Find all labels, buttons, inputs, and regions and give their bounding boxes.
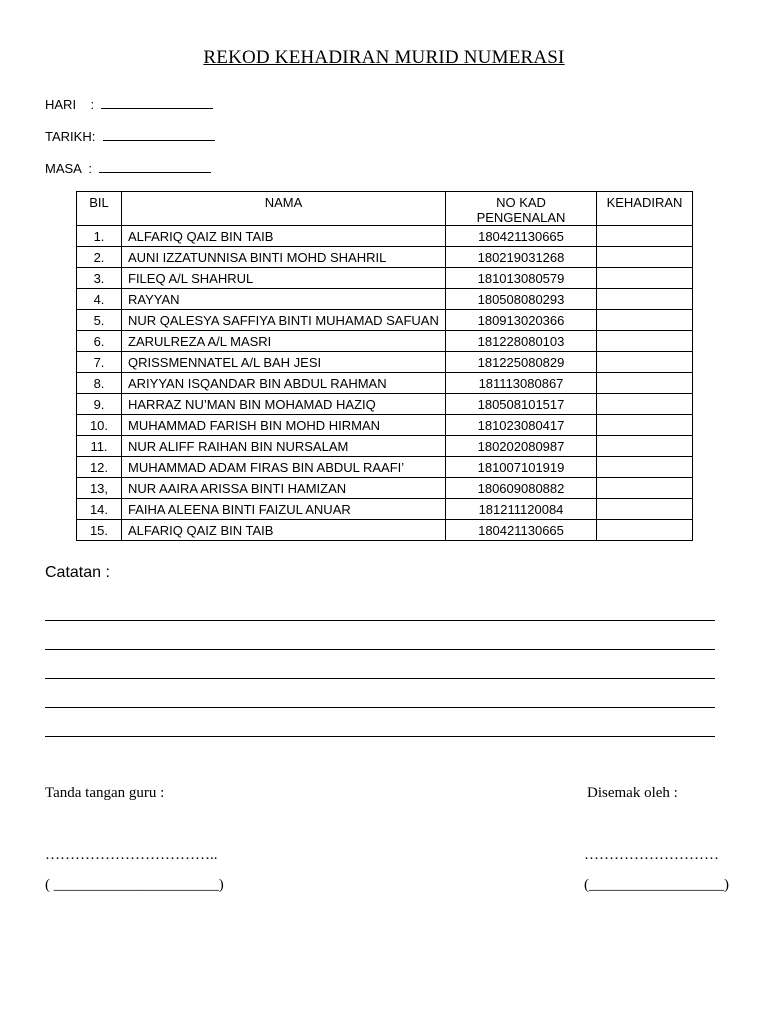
table-row — [77, 310, 693, 331]
note-line[interactable] — [45, 736, 715, 737]
table-row — [77, 415, 693, 436]
cell-bil: 5. — [77, 310, 122, 331]
cell-ic: 180508080293 — [446, 289, 597, 310]
cell-nama: NUR AAIRA ARISSA BINTI HAMIZAN — [122, 478, 446, 499]
table-row — [77, 478, 693, 499]
cell-kehadiran[interactable] — [597, 520, 693, 541]
cell-kehadiran[interactable] — [597, 289, 693, 310]
cell-kehadiran[interactable] — [597, 478, 693, 499]
cell-ic: 181023080417 — [446, 415, 597, 436]
cell-nama: FILEQ A/L SHAHRUL — [122, 268, 446, 289]
cell-bil: 4. — [77, 289, 122, 310]
cell-nama: ALFARIQ QAIZ BIN TAIB — [122, 520, 446, 541]
tarikh-field — [45, 127, 215, 144]
cell-ic: 180913020366 — [446, 310, 597, 331]
cell-ic: 181211120084 — [446, 499, 597, 520]
note-line[interactable] — [45, 620, 715, 621]
col-header-bil: BIL — [77, 192, 122, 226]
tarikh-label: TARIKH: — [45, 129, 103, 144]
cell-bil: 14. — [77, 499, 122, 520]
cell-kehadiran[interactable] — [597, 373, 693, 394]
cell-nama: ZARULREZA A/L MASRI — [122, 331, 446, 352]
table-row — [77, 499, 693, 520]
table-row — [77, 289, 693, 310]
hari-label: HARI : — [45, 97, 102, 112]
col-header-nama: NAMA — [122, 192, 446, 226]
cell-kehadiran[interactable] — [597, 394, 693, 415]
cell-bil: 10. — [77, 415, 122, 436]
table-row — [77, 268, 693, 289]
table-row — [77, 394, 693, 415]
cell-nama: ARIYYAN ISQANDAR BIN ABDUL RAHMAN — [122, 373, 446, 394]
cell-bil: 2. — [77, 247, 122, 268]
cell-nama: NUR ALIFF RAIHAN BIN NURSALAM — [122, 436, 446, 457]
table-row — [77, 436, 693, 457]
cell-nama: AUNI IZZATUNNISA BINTI MOHD SHAHRIL — [122, 247, 446, 268]
cell-ic: 180219031268 — [446, 247, 597, 268]
cell-ic: 180508101517 — [446, 394, 597, 415]
table-row — [77, 457, 693, 478]
masa-label: MASA : — [45, 161, 100, 176]
cell-kehadiran[interactable] — [597, 415, 693, 436]
cell-ic: 181113080867 — [446, 373, 597, 394]
teacher-signature-dots[interactable]: …………………………….. — [45, 847, 218, 863]
checked-name-line[interactable]: (__________________) — [584, 877, 729, 893]
cell-nama: RAYYAN — [122, 289, 446, 310]
tarikh-input-line[interactable] — [103, 127, 215, 141]
attendance-table — [76, 191, 693, 541]
cell-ic: 180421130665 — [446, 520, 597, 541]
cell-kehadiran[interactable] — [597, 226, 693, 247]
cell-bil: 1. — [77, 226, 122, 247]
table-row — [77, 520, 693, 541]
cell-bil: 12. — [77, 457, 122, 478]
cell-nama: MUHAMMAD ADAM FIRAS BIN ABDUL RAAFI’ — [122, 457, 446, 478]
table-row — [77, 247, 693, 268]
table-header-row — [77, 192, 693, 226]
cell-nama: NUR QALESYA SAFFIYA BINTI MUHAMAD SAFUAN — [122, 310, 446, 331]
cell-bil: 11. — [77, 436, 122, 457]
cell-kehadiran[interactable] — [597, 310, 693, 331]
cell-bil: 9. — [77, 394, 122, 415]
cell-kehadiran[interactable] — [597, 331, 693, 352]
cell-ic: 180609080882 — [446, 478, 597, 499]
table-row — [77, 226, 693, 247]
note-line[interactable] — [45, 678, 715, 679]
cell-bil: 13, — [77, 478, 122, 499]
note-line[interactable] — [45, 707, 715, 708]
masa-field — [45, 159, 211, 176]
teacher-signature-label: Tanda tangan guru : — [45, 785, 165, 801]
cell-bil: 3. — [77, 268, 122, 289]
col-header-kehadiran: KEHADIRAN — [597, 192, 693, 226]
masa-input-line[interactable] — [99, 159, 211, 173]
cell-nama: ALFARIQ QAIZ BIN TAIB — [122, 226, 446, 247]
cell-bil: 7. — [77, 352, 122, 373]
cell-kehadiran[interactable] — [597, 457, 693, 478]
cell-nama: FAIHA ALEENA BINTI FAIZUL ANUAR — [122, 499, 446, 520]
table-row — [77, 373, 693, 394]
cell-bil: 15. — [77, 520, 122, 541]
table-row — [77, 352, 693, 373]
hari-input-line[interactable] — [101, 95, 213, 109]
cell-ic: 181225080829 — [446, 352, 597, 373]
cell-bil: 8. — [77, 373, 122, 394]
cell-kehadiran[interactable] — [597, 436, 693, 457]
checked-signature-dots[interactable]: ……………………… — [584, 847, 719, 863]
cell-kehadiran[interactable] — [597, 499, 693, 520]
cell-ic: 181228080103 — [446, 331, 597, 352]
cell-bil: 6. — [77, 331, 122, 352]
hari-field — [45, 95, 213, 112]
page-title: REKOD KEHADIRAN MURID NUMERASI — [203, 47, 565, 68]
cell-ic: 181007101919 — [446, 457, 597, 478]
cell-kehadiran[interactable] — [597, 352, 693, 373]
note-line[interactable] — [45, 649, 715, 650]
cell-nama: HARRAZ NU’MAN BIN MOHAMAD HAZIQ — [122, 394, 446, 415]
checked-by-label: Disemak oleh : — [587, 785, 678, 801]
notes-label: Catatan : — [45, 564, 110, 581]
cell-ic: 181013080579 — [446, 268, 597, 289]
cell-nama: QRISSMENNATEL A/L BAH JESI — [122, 352, 446, 373]
table-body — [77, 226, 693, 541]
cell-kehadiran[interactable] — [597, 268, 693, 289]
cell-nama: MUHAMMAD FARISH BIN MOHD HIRMAN — [122, 415, 446, 436]
table-row — [77, 331, 693, 352]
cell-ic: 180421130665 — [446, 226, 597, 247]
cell-kehadiran[interactable] — [597, 247, 693, 268]
teacher-name-line[interactable]: ( ______________________) — [45, 877, 224, 893]
col-header-ic: NO KAD PENGENALAN — [446, 192, 597, 226]
cell-ic: 180202080987 — [446, 436, 597, 457]
